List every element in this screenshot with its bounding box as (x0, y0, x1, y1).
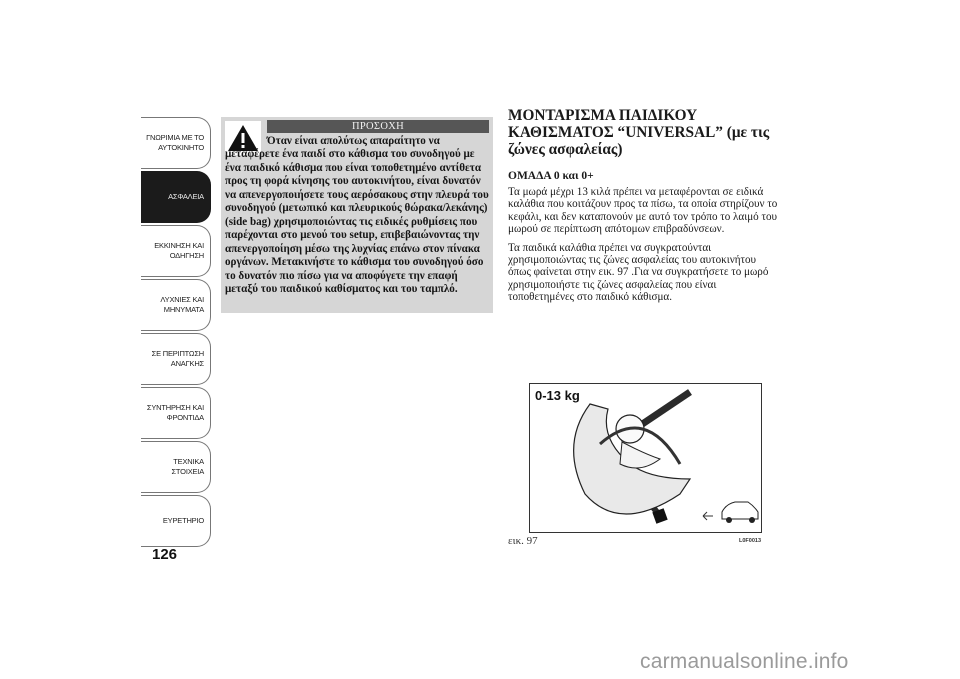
paragraph: Τα μωρά μέχρι 13 κιλά πρέπει να μεταφέρονται σε ειδικά καλάθια που κοιτάζουν προς τα πίσω, τα οποία στηρίζουν το κεφάλι, και δεν καταπονούν με αυτό τον τρόπο το λαιμό του μωρού σε περίπτωση απότομων επιβραδύνσεων. (508, 186, 778, 236)
tab-label: ΣΕ ΠΕΡΙΠΤΩΣΗ ΑΝΑΓΚΗΣ (151, 349, 204, 368)
tab-label: ΛΥΧΝΙΕΣ ΚΑΙ ΜΗΝΥΜΑΤΑ (160, 295, 204, 314)
tab-emergency[interactable] (141, 333, 211, 385)
tab-starting-driving[interactable] (141, 225, 211, 277)
tab-technical-data[interactable] (141, 441, 211, 493)
section-heading: ΜΟΝΤΑΡΙΣΜΑ ΠΑΙΔΙΚΟΥ ΚΑΘΙΣΜΑΤΟΣ “UNIVERSAL” (με τις ζώνες ασφαλείας) (508, 107, 770, 158)
main-content (508, 107, 780, 310)
watermark: carmanualsonline.info (640, 650, 849, 673)
car-direction-icon (703, 502, 758, 523)
tab-label: ΣΥΝΤΗΡΗΣΗ ΚΑΙ ΦΡΟΝΤΙΔΑ (146, 403, 204, 422)
tab-label: ΕΥΡΕΤΗΡΙΟ (162, 516, 204, 525)
tab-safety[interactable] (141, 171, 211, 223)
page-number: 126 (152, 546, 178, 563)
tab-warning-lights[interactable] (141, 279, 211, 331)
tab-index[interactable] (141, 495, 211, 547)
paragraph: Τα παιδικά καλάθια πρέπει να συγκρατούνται χρησιμοποιώντας τις ζώνες ασφαλείας του αυτοκινήτου όπως φαίνεται στην εικ. 97 .Για να συγκρατήσετε το μωρό χρησιμοποιήστε τις ζώνες ασφαλείας που είναι τοποθετημένες στο παιδικό κάθισμα. (508, 241, 769, 304)
section-tabs (141, 117, 211, 549)
tab-label: ΓΝΩΡΙΜΙΑ ΜΕ ΤΟ ΑΥΤΟΚΙΝΗΤΟ (146, 133, 204, 152)
figure-caption: εικ. 97 (508, 535, 538, 547)
tab-maintenance[interactable] (141, 387, 211, 439)
figure-weight-label: 0-13 kg (535, 388, 580, 403)
warning-text: Όταν είναι απολύτως απαραίτητο να μεταφέρετε ένα παιδί στο κάθισμα του συνοδηγού με ένα παιδικό κάθισμα που είναι τοποθετημένο αντίθετα προς τη φορά κίνησης του αυτοκινήτου, είναι δυνατόν να απενεργοποιήσετε τους αερόσακους στην πλευρά του συνοδηγού (μετωπικό και πλευρικούς θώρακα/λεκάνης) (side bag) χρησιμοποιώντας τις ειδικές ρυθμίσεις που παρέχονται στο μενού του setup, επιβεβαιώνοντας την απενεργοποίηση μέσω της λυχνίας επάνω στον πίνακα οργάνων. Μετακινήστε το κάθισμα του συνοδηγού όσο το δυνατόν πιο πίσω για να αποφύγετε την επαφή μεταξύ του παιδικού καθίσματος και του ταμπλό. (225, 135, 489, 295)
warning-box (221, 117, 493, 313)
section-subheading: ΟΜΑΔΑ 0 και 0+ (508, 170, 594, 182)
figure-code: L0F0013 (739, 538, 762, 544)
child-seat-illustration (530, 384, 761, 532)
warning-heading: ΠΡΟΣΟΧΗ (267, 120, 489, 133)
tab-label: ΤΕΧΝΙΚΑ ΣΤΟΙΧΕΙΑ (171, 457, 204, 476)
tab-label: ΕΚΚΙΝΗΣΗ ΚΑΙ ΟΔΗΓΗΣΗ (154, 241, 204, 260)
tab-label: ΑΣΦΑΛΕΙΑ (168, 192, 204, 201)
tab-vehicle-familiarity[interactable] (141, 117, 211, 169)
figure-child-seat (529, 383, 762, 533)
